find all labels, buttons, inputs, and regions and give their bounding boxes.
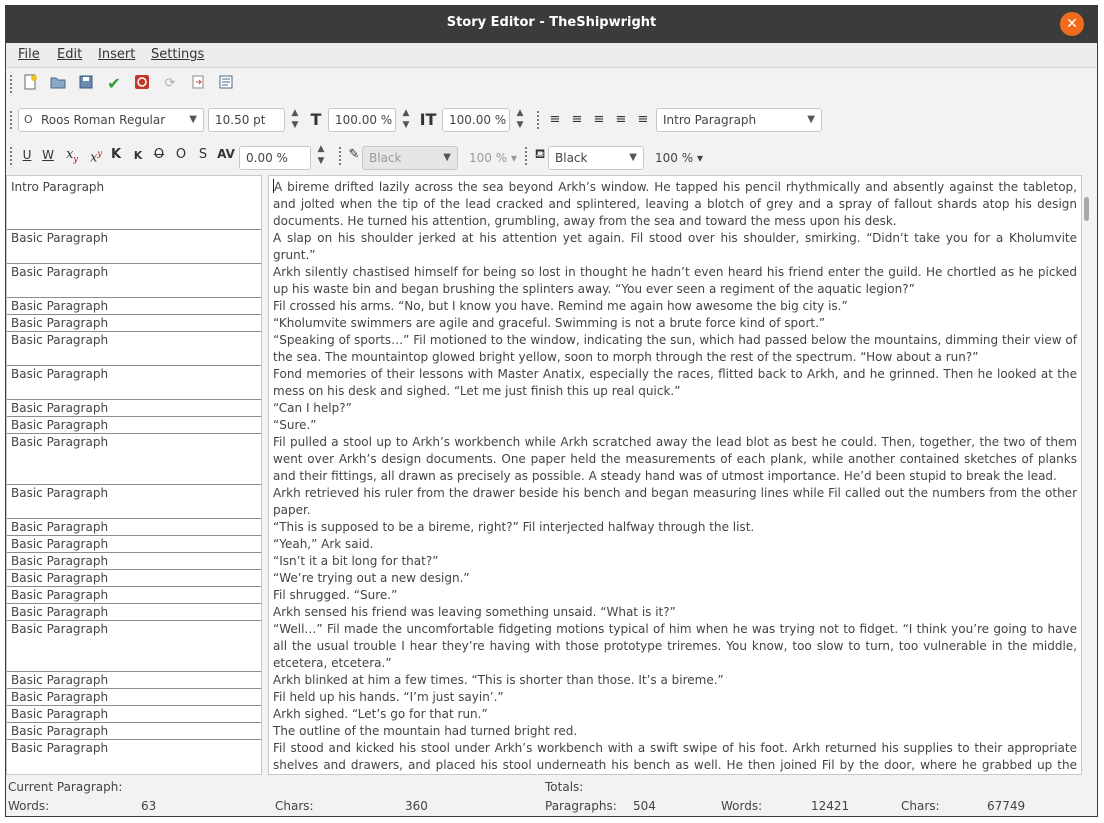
reload-icon[interactable]: ⟳: [164, 76, 176, 91]
toolbar-grip[interactable]: [10, 111, 15, 129]
paragraph-text: “Well…” Fil made the uncomfortable fidgeting motions typical of him when he was trying not to fidget. “I think you’re going to have all the usual trouble I hear they’re having with those prototype triremes. You know, too slow to turn, too vulnerable in the middle, etcetera, etcetera.”: [273, 622, 1077, 670]
style-list-item[interactable]: Basic Paragraph: [7, 332, 261, 366]
stroke-shade-select: 100 % ▾: [469, 151, 517, 165]
style-list-item[interactable]: Basic Paragraph: [7, 434, 261, 485]
align-left-icon[interactable]: ≡: [549, 112, 561, 127]
paragraph-text: The outline of the mountain had turned bright red.: [273, 724, 578, 738]
fill-color-value: Black: [555, 151, 588, 165]
toolbar-grip[interactable]: [537, 111, 542, 129]
style-list-item[interactable]: Basic Paragraph: [7, 230, 261, 264]
text-paragraph[interactable]: [273, 740, 1077, 775]
align-justify-icon[interactable]: ≡: [615, 112, 627, 127]
paragraph-text: “Sure.”: [273, 418, 317, 432]
new-document-icon[interactable]: [20, 74, 40, 94]
text-paragraph[interactable]: [273, 723, 1077, 740]
total-words-label: Words:: [721, 799, 763, 813]
paragraph-text: “We’re trying out a new design.”: [273, 571, 470, 585]
text-paragraph[interactable]: [273, 434, 1077, 485]
paragraph-text: Arkh sighed. “Let’s go for that run.”: [273, 707, 488, 721]
text-paragraph[interactable]: [273, 332, 1077, 366]
paragraph-text: A slap on his shoulder jerked at his attention yet again. Fil stood over his shoulder, smirking. “Didn’t take you for a Kholumvite grunt.”: [273, 231, 1077, 262]
total-chars-label: Chars:: [901, 799, 940, 813]
small-caps-icon[interactable]: K: [133, 149, 143, 162]
text-paragraph[interactable]: [273, 689, 1077, 706]
chevron-down-icon: ▼: [443, 152, 451, 163]
text-paragraph[interactable]: [273, 366, 1077, 400]
paragraph-text: “Yeah,” Ark said.: [273, 537, 374, 551]
text-paragraph[interactable]: [273, 536, 1077, 553]
chevron-down-icon: ▼: [189, 114, 197, 125]
style-list-item[interactable]: Basic Paragraph: [7, 553, 261, 570]
width-scale-stepper[interactable]: ▲ ▼: [402, 108, 410, 130]
paragraph-styles-panel: [6, 175, 262, 775]
superscript-icon[interactable]: $x^y$: [90, 149, 102, 166]
paragraph-text: “Isn’t it a bit long for that?”: [273, 554, 439, 568]
text-paragraph[interactable]: [273, 264, 1077, 298]
height-scale-icon: IT: [419, 110, 437, 129]
style-list-item[interactable]: Basic Paragraph: [7, 400, 261, 417]
close-document-icon[interactable]: [132, 74, 152, 94]
height-scale-stepper[interactable]: ▲ ▼: [516, 108, 524, 130]
status-bar: [6, 777, 1097, 817]
style-list-item[interactable]: Basic Paragraph: [7, 723, 261, 740]
style-list-item[interactable]: Basic Paragraph: [7, 264, 261, 298]
style-list-item[interactable]: Basic Paragraph: [7, 485, 261, 519]
text-paragraph[interactable]: [273, 621, 1077, 672]
menu-file[interactable]: File: [18, 47, 40, 62]
total-paragraphs-label: Paragraphs:: [545, 799, 617, 813]
fill-color-icon: ⛾: [534, 147, 546, 162]
align-right-icon[interactable]: ≡: [593, 112, 605, 127]
text-paragraph[interactable]: [273, 706, 1077, 723]
text-paragraph[interactable]: [273, 570, 1077, 587]
paragraph-text: “Speaking of sports…” Fil motioned to the window, indicating the sun, which had passed below the mountains, dimming their view of the sea. The mountaintop glowed bright yellow, soon to morph through the rest of the spectrum. “How about a run?”: [273, 333, 1077, 364]
text-paragraph[interactable]: [273, 417, 1077, 434]
totals-label: Totals:: [545, 780, 584, 794]
save-icon[interactable]: [76, 74, 96, 94]
open-folder-icon[interactable]: [48, 74, 68, 94]
tracking-input[interactable]: 0.00 %: [239, 146, 311, 170]
underline-icon[interactable]: U: [22, 148, 32, 162]
text-paragraph[interactable]: [273, 298, 1077, 315]
fill-color-select[interactable]: [548, 146, 644, 170]
menu-edit[interactable]: Edit: [57, 47, 83, 62]
stroke-color-select: [362, 146, 458, 170]
paragraph-text: “Can I help?”: [273, 401, 352, 415]
style-list-item[interactable]: Basic Paragraph: [7, 315, 261, 332]
paragraph-text: Arkh blinked at him a few times. “This is shorter than those. It’s a bireme.”: [273, 673, 724, 687]
current-words-value: 63: [141, 799, 157, 813]
style-list-item[interactable]: Basic Paragraph: [7, 417, 261, 434]
outline-icon[interactable]: O: [175, 147, 187, 162]
style-list-item[interactable]: Basic Paragraph: [7, 706, 261, 723]
shadow-icon[interactable]: S: [198, 147, 208, 162]
font-toolbar: [6, 102, 1097, 138]
text-paragraph[interactable]: [273, 400, 1077, 417]
style-list-item[interactable]: Basic Paragraph: [7, 740, 261, 775]
align-center-icon[interactable]: ≡: [571, 112, 583, 127]
style-list-item[interactable]: Basic Paragraph: [7, 298, 261, 315]
menu-settings[interactable]: Settings: [151, 47, 205, 62]
all-caps-icon[interactable]: K: [110, 147, 122, 162]
paragraph-text: Fil shrugged. “Sure.”: [273, 588, 398, 602]
stroke-color-icon: ✎: [348, 147, 360, 162]
text-paragraph[interactable]: [273, 519, 1077, 536]
stroke-color-value: Black: [369, 151, 402, 165]
font-family-select[interactable]: [18, 108, 204, 132]
toolbar-grip[interactable]: [10, 75, 15, 93]
story-editor-window: [5, 5, 1098, 817]
text-paragraph[interactable]: [273, 315, 1077, 332]
window-title: Story Editor - TheShipwright: [446, 15, 657, 30]
font-type-icon: O: [24, 113, 33, 126]
text-paragraph[interactable]: [273, 587, 1077, 604]
text-editor[interactable]: [273, 179, 1077, 775]
strikethrough-icon[interactable]: O: [153, 147, 165, 162]
paragraph-style-select[interactable]: [656, 108, 822, 132]
subscript-icon[interactable]: $x_y$: [66, 147, 78, 164]
text-editor-panel[interactable]: [268, 175, 1082, 775]
toolbar-grip[interactable]: [10, 147, 15, 165]
width-scale-icon: T: [310, 110, 322, 129]
current-words-label: Words:: [8, 799, 50, 813]
text-paragraph[interactable]: [273, 553, 1077, 570]
title-bar: [6, 6, 1097, 43]
align-forced-icon[interactable]: ≡: [637, 112, 649, 127]
paragraph-text: Fil pulled a stool up to Arkh’s workbench while Arkh scratched away the lead blot as best he could. Then, together, the two of them went over Arkh’s design documents. One paper held the measurements of each plank, while another contained sketches of planks and their fittings, all drawn as precisely as possible. A steady hand was of utmost importance. He’d been stupid to break the lead.: [273, 435, 1077, 483]
current-chars-label: Chars:: [275, 799, 314, 813]
style-list-item[interactable]: Basic Paragraph: [7, 366, 261, 400]
paragraph-text: A bireme drifted lazily across the sea beyond Arkh’s window. He tapped his pencil rhythmically and absently against the tabletop, and jolted when the tip of the lead cracked and splintered, leaving a blotch of grey and a spray of fallout shards atop his design documents. He turned his attention, grumbling, away from the sea and toward the mess upon his desk.: [273, 180, 1077, 228]
style-list-item[interactable]: Basic Paragraph: [7, 519, 261, 536]
paragraph-text: Arkh retrieved his ruler from the drawer beside his bench and began measuring lines while Fil called out the numbers from the other paper.: [273, 486, 1077, 517]
style-list-item[interactable]: Basic Paragraph: [7, 587, 261, 604]
font-family-value: Roos Roman Regular: [41, 113, 166, 127]
tracking-stepper[interactable]: ▲ ▼: [317, 144, 325, 166]
style-list-item[interactable]: Basic Paragraph: [7, 536, 261, 553]
underline-words-icon[interactable]: W: [42, 148, 54, 162]
character-toolbar: [6, 140, 1097, 172]
style-list-item[interactable]: Basic Paragraph: [7, 570, 261, 587]
style-list-item[interactable]: Basic Paragraph: [7, 604, 261, 621]
text-paragraph[interactable]: [273, 604, 1077, 621]
file-toolbar: [6, 68, 1097, 100]
paragraph-text: Arkh silently chastised himself for being so lost in thought he hadn’t even heard his friend enter the guild. He chortled as he picked up his waste bin and began brushing the splinters away. “You ever seen a regiment of the aquatic legion?”: [273, 265, 1077, 296]
chevron-down-icon: ▼: [629, 152, 637, 163]
total-paragraphs-value: 504: [633, 799, 656, 813]
style-list-item[interactable]: Basic Paragraph: [7, 689, 261, 706]
total-chars-value: 67749: [987, 799, 1026, 813]
stroke-shade-value: 100 %: [469, 151, 508, 165]
import-icon[interactable]: [188, 74, 208, 94]
settings-icon[interactable]: [216, 74, 236, 94]
paragraph-text: Fil crossed his arms. “No, but I know you have. Remind me again how awesome the big city is.”: [273, 299, 848, 313]
check-icon[interactable]: ✔: [107, 74, 121, 93]
menu-bar: [6, 43, 1097, 68]
current-paragraph-label: Current Paragraph:: [8, 780, 123, 794]
style-list-item[interactable]: Basic Paragraph: [7, 621, 261, 672]
text-paragraph[interactable]: [273, 672, 1077, 689]
text-paragraph[interactable]: [273, 179, 1077, 230]
paragraph-style-value: Intro Paragraph: [663, 113, 757, 127]
tracking-icon: AV: [217, 147, 235, 161]
total-words-value: 12421: [811, 799, 850, 813]
vertical-scrollbar[interactable]: [1082, 175, 1092, 775]
menu-insert[interactable]: Insert: [98, 47, 136, 62]
chevron-down-icon: ▼: [807, 114, 815, 125]
scrollbar-thumb[interactable]: [1084, 197, 1089, 221]
paragraph-text: “Kholumvite swimmers are agile and graceful. Swimming is not a brute force kind of sport.”: [273, 316, 826, 330]
height-scale-input[interactable]: 100.00 %: [442, 108, 510, 132]
style-list-item[interactable]: Basic Paragraph: [7, 672, 261, 689]
current-chars-value: 360: [405, 799, 428, 813]
style-list-item[interactable]: Intro Paragraph: [7, 179, 261, 230]
close-button[interactable]: ✕: [1060, 12, 1084, 36]
paragraph-text: Arkh sensed his friend was leaving something unsaid. “What is it?”: [273, 605, 676, 619]
text-paragraph[interactable]: [273, 230, 1077, 264]
paragraph-text: Fil stood and kicked his stool under Arkh’s workbench with a swift swipe of his foot. Arkh returned his supplies to their appropriate shelves and drawers, and placed his stool underneath his bench as well. He then joined Fil by the door, where he grabbed up the: [273, 741, 1077, 772]
font-size-stepper[interactable]: ▲ ▼: [291, 108, 299, 130]
paragraph-text: “This is supposed to be a bireme, right?” Fil interjected halfway through the list.: [273, 520, 755, 534]
width-scale-input[interactable]: 100.00 %: [328, 108, 396, 132]
fill-shade-value: 100 %: [655, 151, 694, 165]
font-size-input[interactable]: 10.50 pt: [208, 108, 285, 132]
paragraph-text: Fond memories of their lessons with Master Anatix, especially the races, flitted back to Arkh, and he grinned. Then he looked at the mess on his desk and sighed. “Let me just finish this up real quick.”: [273, 367, 1077, 398]
text-paragraph[interactable]: [273, 485, 1077, 519]
paragraph-text: Fil held up his hands. “I’m just sayin’.”: [273, 690, 504, 704]
fill-shade-select[interactable]: 100 % ▾: [655, 151, 703, 165]
